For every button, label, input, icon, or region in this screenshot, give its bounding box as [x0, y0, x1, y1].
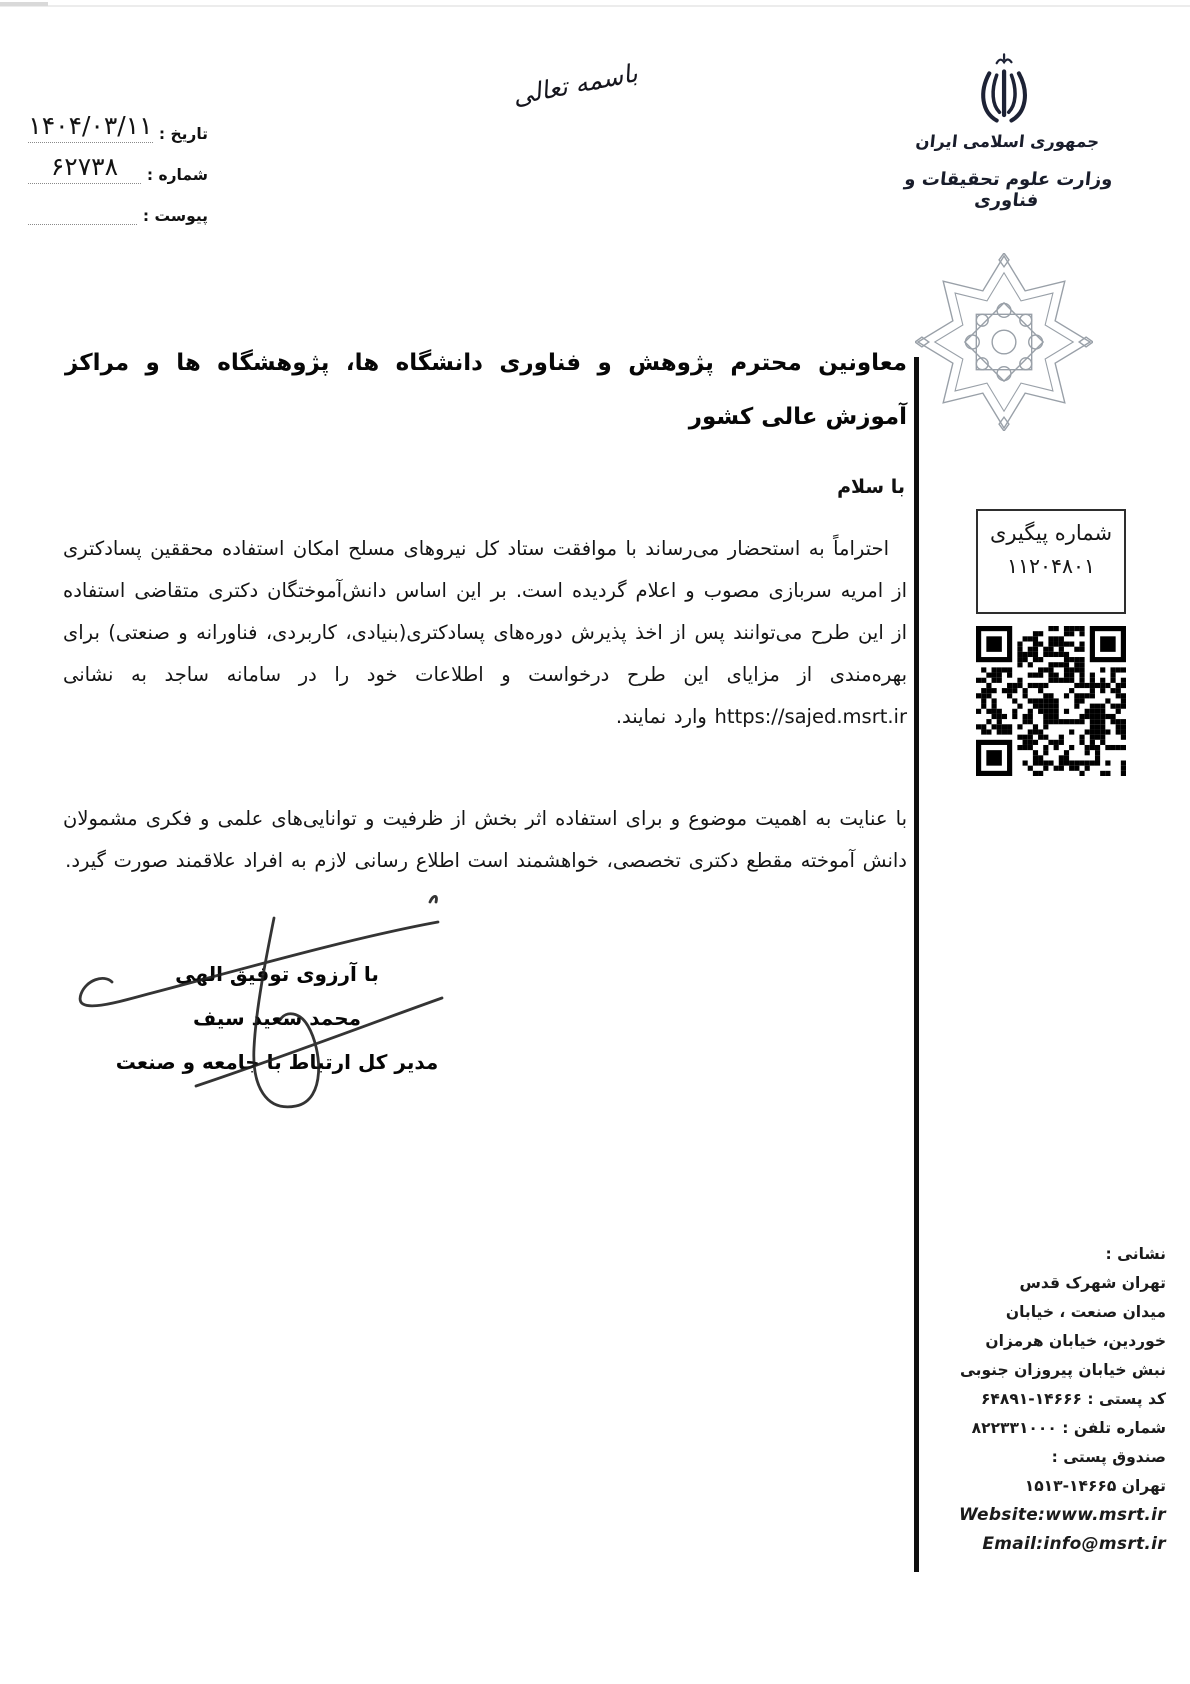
tracking-number: ۱۱۲۰۴۸۰۱: [1006, 554, 1096, 579]
date-value: ۱۴۰۴/۰۳/۱۱: [28, 112, 153, 143]
postal-code: کد پستی : ۱۴۶۶۶-۶۴۸۹۱: [980, 1390, 1166, 1408]
scan-edge-corner: [0, 2, 48, 6]
body-paragraph-1: احتراماً به استحضار می‌رساند با موافقت ستاد کل نیروهای مسلح امکان استفاده محققین پسادکتری از امریه سربازی مصوب و اعلام گردیده است. بر این اساس دانش‌آموختگان دکتری متقاضی استفاده از این طرح می‌توانند پس از اخذ پذیرش دوره‌های پسادکتری(بنیادی، کاربردی، فناورانه و صنعتی) برای بهره‌مندی از مزایای این طرح درخواست و اطلاعات خود را در سامانه ساجد به نشانی https://sajed.msrt.ir وارد نمایند.: [63, 537, 907, 728]
tracking-box: [976, 509, 1126, 614]
signer-name: محمد سعید سیف: [192, 1006, 361, 1030]
tracking-label: شماره پیگیری: [989, 521, 1113, 545]
ministry-name: وزارت علوم تحقیقات و فناوری: [903, 169, 1114, 211]
address-line: نبش خیابان پیروزان جنوبی: [959, 1361, 1166, 1379]
bismillah-calligraphy: باسمه تعالی: [510, 58, 640, 111]
body-paragraph-2: با عنایت به اهمیت موضوع و برای استفاده اثر بخش از ظرفیت و توانایی‌های علمی و فکری مشمولان دانش آموخته مقطع دکتری تخصصی، خواهشمند است اطلاع رسانی لازم به افراد علاقمند صورت گیرد.: [63, 807, 907, 872]
attachment-value: [28, 198, 137, 225]
address-line: میدان صنعت ، خیابان: [1005, 1303, 1166, 1321]
salutation: با سلام: [837, 476, 905, 498]
signer-title: مدیر کل ارتباط با جامعه و صنعت: [115, 1050, 439, 1074]
footer-address: [886, 1240, 1166, 1559]
ornament: [915, 253, 1093, 431]
number-value: ۶۲۷۳۸: [28, 153, 141, 184]
po-box-label: صندوق پستی :: [1051, 1448, 1166, 1466]
email-address: Email:info@msrt.ir: [982, 1534, 1166, 1554]
country-name: جمهوری اسلامی ایران: [914, 132, 1101, 151]
number-row: [28, 153, 208, 184]
phone-number: شماره تلفن : ۸۲۲۳۳۱۰۰۰: [971, 1419, 1166, 1437]
address-line: خوردین، خیابان هرمزان: [985, 1332, 1166, 1350]
recipient-heading: معاونین محترم پژوهش و فناوری دانشگاه ها، پژوهشگاه ها و مراکز آموزش عالی کشور: [65, 350, 907, 431]
closing-farewell: با آرزوی توفیق الهی: [175, 962, 379, 986]
website-url: Website:www.msrt.ir: [959, 1505, 1166, 1525]
iran-emblem-icon: [968, 50, 1042, 130]
date-row: [28, 112, 208, 143]
address-line: تهران شهرک قدس: [1019, 1274, 1166, 1292]
attachment-label: پیوست :: [142, 207, 208, 225]
signature: [50, 888, 480, 1146]
qr-code: [976, 626, 1126, 776]
number-label: شماره :: [146, 166, 208, 184]
address-label: نشانی :: [1105, 1245, 1166, 1263]
scan-edge: [0, 5, 1190, 7]
attachment-row: [28, 198, 208, 225]
po-box-value: تهران ۱۴۶۶۵-۱۵۱۳: [1024, 1477, 1166, 1495]
date-label: تاریخ :: [158, 125, 208, 143]
